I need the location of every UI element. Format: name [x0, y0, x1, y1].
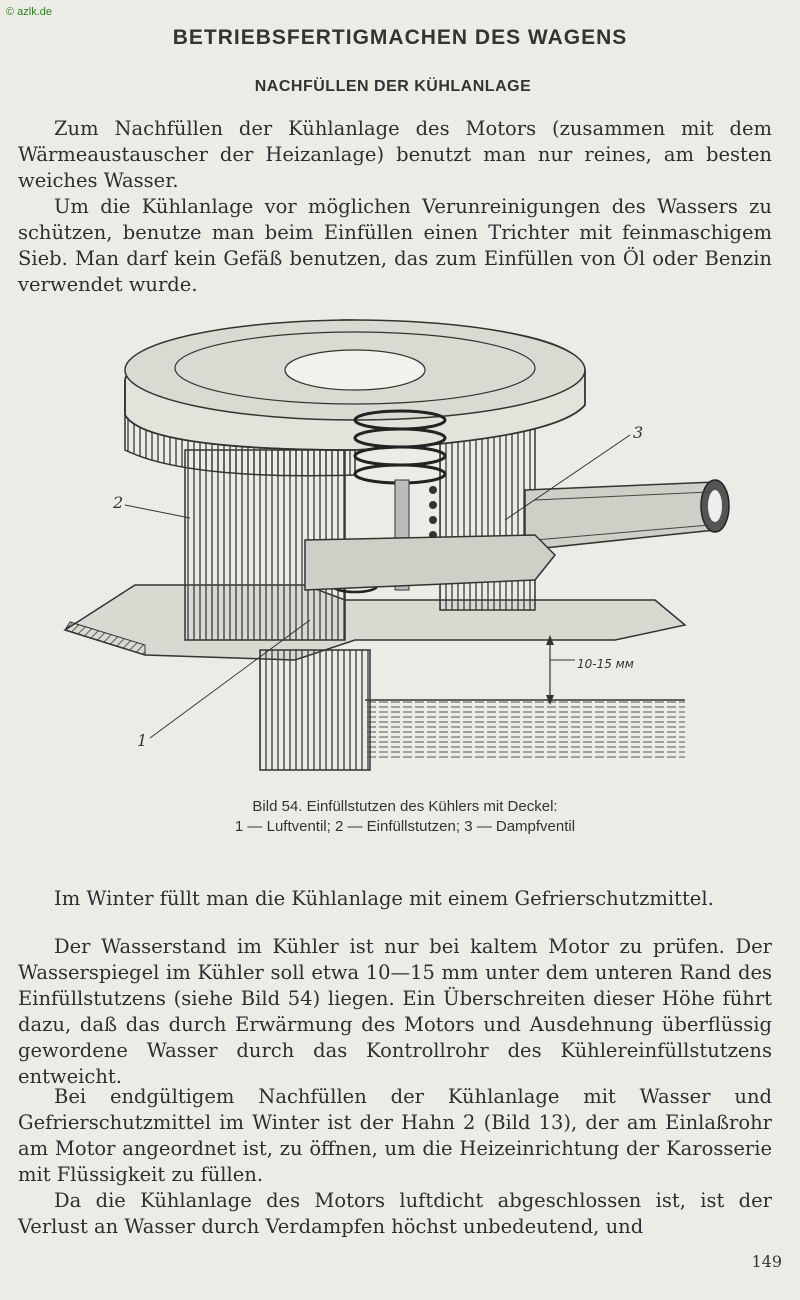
watermark: © azlk.de [6, 6, 53, 18]
figure-label-2: 2 [113, 493, 124, 512]
figure-caption-legend: 1 — Luftventil; 2 — Einfüllstutzen; 3 — Dampfventil [234, 818, 576, 835]
figure-caption-title: Bild 54. Einfüllstutzen des Kühlers mit Deckel: [252, 798, 558, 815]
figure-label-3: 3 [633, 423, 644, 442]
page-number: 149 [751, 1252, 782, 1271]
figure-label-1: 1 [137, 731, 148, 750]
section-title: NACHFÜLLEN DER KÜHLANLAGE [254, 78, 532, 95]
paragraph-5: Bei endgültigem Nachfüllen der Kühlanlage mit Wasser und Gefrierschutzmittel im Winter ist der Hahn 2 (Bild 13), der am Einlaßrohr am Motor angeordnet ist, zu öffnen, um die Heizeinrichtung der Karosserie mit Flüssigkeit zu füllen. [18, 1085, 772, 1186]
page-title: BETRIEBSFERTIGMACHEN DES WAGENS [172, 26, 628, 49]
paragraph-3: Im Winter füllt man die Kühlanlage mit einem Gefrierschutzmittel. [54, 887, 714, 910]
radiator-cap-illustration [55, 300, 745, 780]
paragraph-2: Um die Kühlanlage vor möglichen Verunreinigungen des Wassers zu schützen, benutze man beim Einfüllen einen Trichter mit feinmaschigem Sieb. Man darf kein Gefäß benutzen, das zum Einfüllen von Öl oder Benzin verwendet wurde. [18, 195, 772, 296]
paragraph-6: Da die Kühlanlage des Motors luftdicht abgeschlossen ist, ist der Verlust an Wasser durch Verdampfen höchst unbedeutend, und [18, 1189, 772, 1238]
paragraph-1: Zum Nachfüllen der Kühlanlage des Motors (zusammen mit dem Wärmeaustauscher der Heizanlage) benutzt man nur reines, am besten weiches Wasser. [18, 117, 772, 192]
paragraph-4: Der Wasserstand im Kühler ist nur bei kaltem Motor zu prüfen. Der Wasserspiegel im Kühler soll etwa 10—15 mm unter dem unteren Rand des Einfüllstutzens (siehe Bild 54) liegen. Ein Überschreiten dieser Höhe führt dazu, daß das durch Erwärmung des Motors und Ausdehnung überflüssig gewordene Wasser durch das Kontrollrohr des Kühlereinfüllstutzens entweicht. [18, 935, 772, 1088]
figure-dimension-label: 10-15 мм [577, 657, 634, 671]
